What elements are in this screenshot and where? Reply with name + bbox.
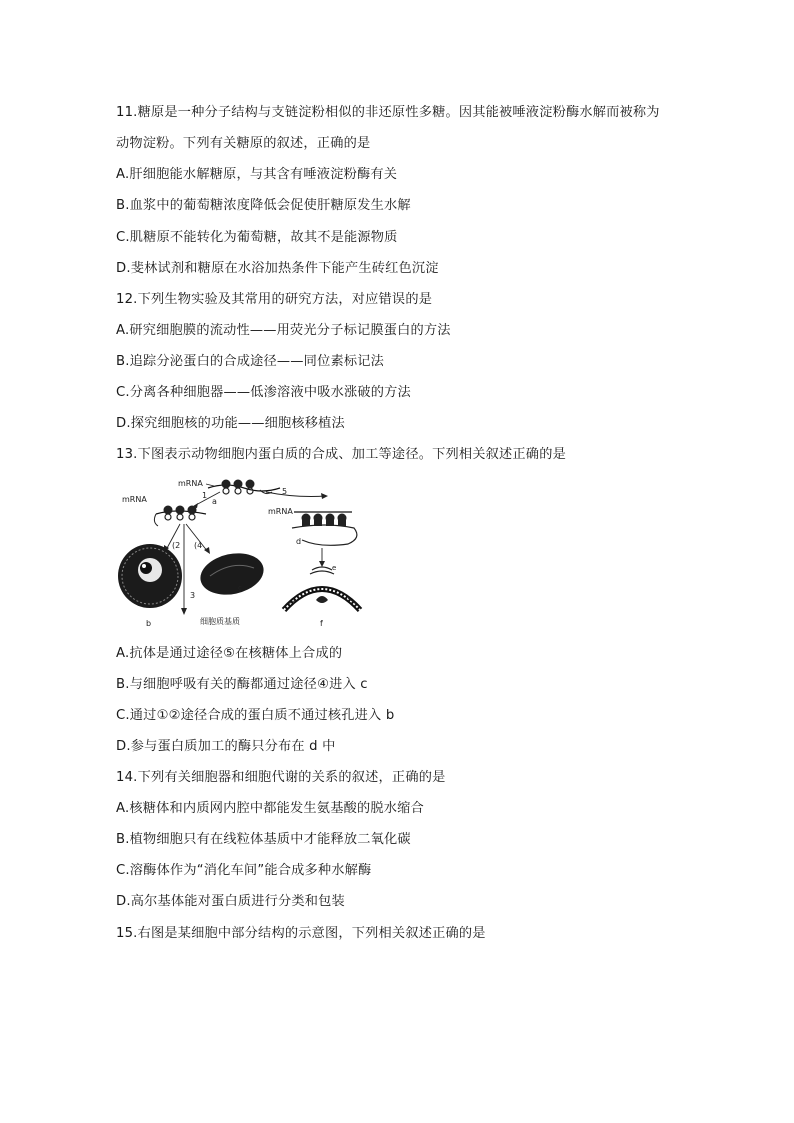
label-mrna-right: mRNA bbox=[268, 507, 293, 516]
q11-option-a: A.肝细胞能水解糖原，与其含有唾液淀粉酶有关 bbox=[116, 167, 398, 182]
q15-stem: 15.右图是某细胞中部分结构的示意图，下列相关叙述正确的是 bbox=[116, 926, 486, 941]
label-3: 3 bbox=[190, 591, 196, 600]
q13-option-a: A.抗体是通过途径⑤在核糖体上合成的 bbox=[116, 646, 343, 661]
nucleus-b bbox=[118, 544, 182, 608]
q11-stem-line1: 11.糖原是一种分子结构与支链淀粉相似的非还原性多糖。因其能被唾液淀粉酶水解而被称为 bbox=[116, 105, 660, 120]
label-mrna-top: mRNA bbox=[178, 479, 203, 488]
label-c: c bbox=[238, 584, 242, 592]
label-e: e bbox=[332, 564, 337, 572]
label-2: (2 bbox=[172, 541, 181, 550]
q12-option-a: A.研究细胞膜的流动性——用荧光分子标记膜蛋白的方法 bbox=[116, 323, 451, 338]
cell-membrane-f bbox=[284, 589, 360, 610]
golgi-vesicle bbox=[310, 567, 334, 574]
mitochondrion-c bbox=[197, 548, 268, 600]
label-f: f bbox=[320, 619, 323, 628]
q13-stem: 13.下图表示动物细胞内蛋白质的合成、加工等途径。下列相关叙述正确的是 bbox=[116, 447, 566, 462]
left-mrna-polysome bbox=[154, 506, 206, 527]
q11-option-b: B.血浆中的葡萄糖浓度降低会促使肝糖原发生水解 bbox=[116, 198, 411, 213]
label-4: (4 bbox=[194, 541, 203, 550]
q14-option-d: D.高尔基体能对蛋白质进行分类和包装 bbox=[116, 894, 345, 909]
q13-option-b: B.与细胞呼吸有关的酶都通过途径④进入 c bbox=[116, 677, 368, 692]
protein-pathway-figure bbox=[116, 472, 368, 630]
label-5: 5 bbox=[282, 487, 288, 496]
q14-option-b: B.植物细胞只有在线粒体基质中才能释放二氧化碳 bbox=[116, 832, 411, 847]
label-cytosol: 细胞质基质 bbox=[200, 617, 240, 626]
label-b: b bbox=[146, 619, 152, 628]
q13-option-d: D.参与蛋白质加工的酶只分布在 d 中 bbox=[116, 739, 336, 754]
q14-option-c: C.溶酶体作为“消化车间”能合成多种水解酶 bbox=[116, 863, 372, 878]
q12-option-d: D.探究细胞核的功能——细胞核移植法 bbox=[116, 416, 345, 431]
q12-stem: 12.下列生物实验及其常用的研究方法，对应错误的是 bbox=[116, 292, 433, 307]
top-mrna-polysome bbox=[208, 480, 280, 495]
q12-option-b: B.追踪分泌蛋白的合成途径——同位素标记法 bbox=[116, 354, 384, 369]
label-mrna-left: mRNA bbox=[122, 495, 147, 504]
q13-option-c: C.通过①②途径合成的蛋白质不通过核孔进入 b bbox=[116, 708, 395, 723]
q12-option-c: C.分离各种细胞器——低渗溶液中吸水涨破的方法 bbox=[116, 385, 411, 400]
q11-option-d: D.斐林试剂和糖原在水浴加热条件下能产生砖红色沉淀 bbox=[116, 261, 439, 276]
label-d: d bbox=[296, 537, 302, 546]
right-er-polysome bbox=[292, 512, 357, 545]
q11-stem-line2: 动物淀粉。下列有关糖原的叙述，正确的是 bbox=[116, 136, 371, 151]
label-a: a bbox=[212, 497, 217, 506]
label-1: 1 bbox=[202, 491, 208, 500]
q14-option-a: A.核糖体和内质网内腔中都能发生氨基酸的脱水缩合 bbox=[116, 801, 424, 816]
q11-option-c: C.肌糖原不能转化为葡萄糖，故其不是能源物质 bbox=[116, 230, 398, 245]
q14-stem: 14.下列有关细胞器和细胞代谢的关系的叙述，正确的是 bbox=[116, 770, 446, 785]
